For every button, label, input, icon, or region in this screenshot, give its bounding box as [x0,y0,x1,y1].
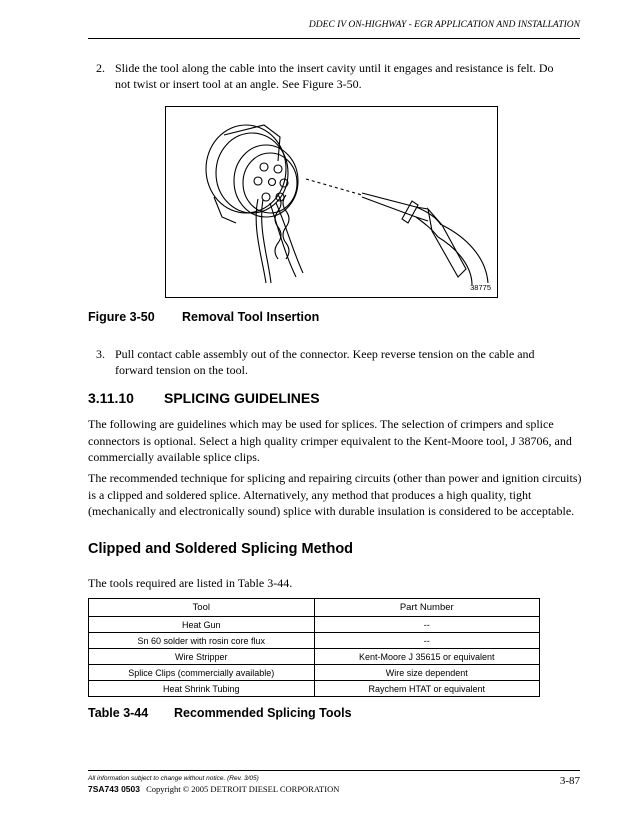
table-cell: Kent-Moore J 35615 or equivalent [314,649,539,665]
footer-copyright: Copyright © 2005 DETROIT DIESEL CORPORATION [146,784,340,794]
removal-tool-illustration [166,107,497,297]
step-text: Slide the tool along the cable into the insert cavity until it engages and resistance is felt. Do not twist or insert tool at an angle. See Figure 3-50. [115,61,554,91]
splicing-tools-table [88,598,540,697]
step-2 [96,60,566,94]
paragraph: The following are guidelines which may be used for splices. The selection of crimpers and splice connectors is optional. Select a high quality crimper equivalent to the Kent-Moore tool, J 38706, and commercially available splice clips. [88,417,572,464]
table-cell: Sn 60 solder with rosin core flux [89,633,315,649]
running-header: DDEC IV ON-HIGHWAY - EGR APPLICATION AND INSTALLATION [308,20,580,30]
column-header: Part Number [314,599,539,617]
step-text: Pull contact cable assembly out of the connector. Keep reverse tension on the cable and forward tension on the tool. [115,347,535,377]
table-row [89,665,540,681]
figure-illustration [165,106,498,298]
footer-notice: All information subject to change without notice. (Rev. 3/05) [88,775,259,782]
figure-code: 38775 [470,283,491,292]
step-number: 3. [96,347,105,361]
table-row [89,617,540,633]
table-number: Table 3-44 [88,706,149,720]
figure-number: Figure 3-50 [88,310,155,324]
footer-docline [88,784,339,794]
footer-rule [88,770,580,771]
table-intro: The tools required are listed in Table 3-44. [88,576,293,590]
step-number: 2. [96,61,105,75]
page-number: 3-87 [559,775,580,787]
table-cell: Splice Clips (commercially available) [89,665,315,681]
table-title: Recommended Splicing Tools [174,706,352,720]
section-number: 3.11.10 [88,390,134,406]
header-rule [88,38,580,39]
footer-doc-id: 7SA743 0503 [88,784,140,794]
table-row [89,681,540,697]
subsection-title: Clipped and Soldered Splicing Method [88,541,354,557]
table-cell: Wire Stripper [89,649,315,665]
paragraph: The recommended technique for splicing and repairing circuits (other than power and ignition circuits) is a clipped and soldered splice. Alternatively, any method that produces a high quality, tight (mechanically and electronically sound) splice with durable insulation is considered to be acceptable. [88,471,582,518]
table-cell: Raychem HTAT or equivalent [314,681,539,697]
step-3 [96,346,566,380]
column-header: Tool [89,599,315,617]
table-header-row [89,599,540,617]
table-cell: Heat Shrink Tubing [89,681,315,697]
table-cell: -- [314,617,539,633]
table-row [89,633,540,649]
section-title: SPLICING GUIDELINES [164,390,320,406]
table-cell: Heat Gun [89,617,315,633]
table-cell: -- [314,633,539,649]
figure-title: Removal Tool Insertion [182,310,320,324]
table-cell: Wire size dependent [314,665,539,681]
table-row [89,649,540,665]
